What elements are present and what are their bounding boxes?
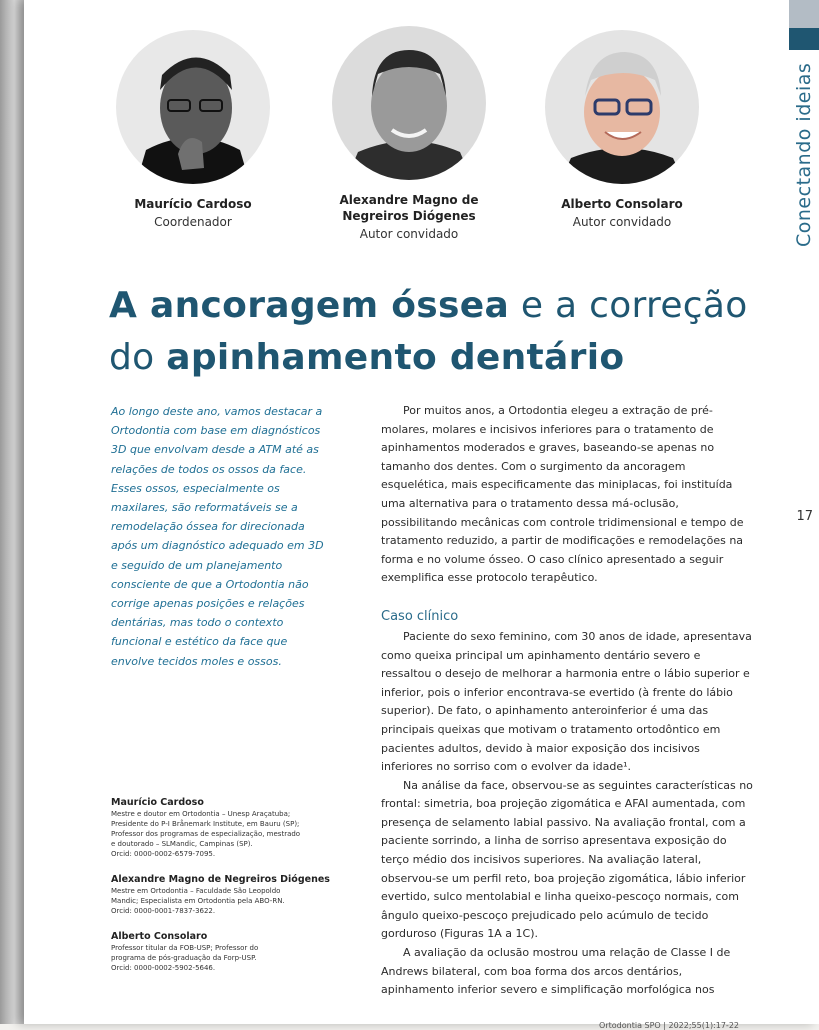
binding-spine bbox=[0, 0, 24, 1024]
bio-line: Orcid: 0000-0002-5902-5646. bbox=[111, 964, 216, 972]
avatar-alberto bbox=[545, 30, 699, 184]
bio-line: programa de pós-graduação da Forp-USP. bbox=[111, 954, 257, 962]
person-role: Coordenador bbox=[154, 215, 232, 229]
person-name: Alexandre Magno de Negreiros Diógenes bbox=[339, 193, 479, 223]
article-title bbox=[109, 280, 789, 384]
section-tab-light bbox=[789, 0, 819, 28]
magazine-page bbox=[24, 0, 819, 1030]
bio-name: Alberto Consolaro bbox=[111, 931, 208, 942]
bio-line: Professor titular da FOB-USP; Professor do bbox=[111, 944, 259, 952]
person-guest-2 bbox=[529, 30, 715, 230]
bio-line: Mandic; Especialista em Ortodontia pela ABO-RN. bbox=[111, 897, 285, 905]
bio-line: e doutorado – SLMandic, Campinas (SP). bbox=[111, 840, 253, 848]
article-body bbox=[381, 402, 753, 1000]
bio-alexandre bbox=[111, 873, 341, 916]
bio-alberto bbox=[111, 930, 341, 973]
person-name: Alberto Consolaro bbox=[561, 197, 683, 211]
title-text: do bbox=[109, 337, 167, 378]
body-paragraph: Por muitos anos, a Ortodontia elegeu a extração de pré-molares, molares e incisivos inferiores para o tratamento de apinhamentos moderados e graves, baseando-se apenas no tamanho dos dentes. Com o surgimento da ancoragem esquelética, mais especificamente das miniplacas, foi instituída uma alternativa para o tratamento dessa má-oclusão, possibilitando mecânicas com controle tridimensional e tempo de tratamento reduzido, a partir de modificações e remodelações na forma e no volume ósseo. O caso clínico apresentado a seguir exemplifica esse protocolo terapêutico. bbox=[381, 404, 744, 585]
author-bios bbox=[111, 796, 341, 987]
bio-line: Orcid: 0000-0001-7837-3622. bbox=[111, 907, 216, 915]
title-line-2 bbox=[109, 332, 789, 384]
person-role: Autor convidado bbox=[572, 215, 672, 229]
page-number: 17 bbox=[796, 509, 813, 524]
person-guest-1 bbox=[316, 26, 502, 242]
body-paragraph: A avaliação da oclusão mostrou uma relação de Classe I de Andrews bilateral, com boa forma dos arcos dentários, apinhamento inferior severo e simplificação morfológica nos bbox=[381, 946, 731, 997]
title-emphasis: apinhamento dentário bbox=[166, 337, 625, 378]
title-text: e a correção bbox=[509, 285, 748, 326]
section-label: Conectando ideias bbox=[793, 62, 815, 248]
title-emphasis: A ancoragem óssea bbox=[109, 285, 510, 326]
person-role: Autor convidado bbox=[359, 227, 459, 241]
section-heading: Caso clínico bbox=[381, 608, 459, 624]
bio-mauricio bbox=[111, 796, 341, 859]
title-line-1 bbox=[109, 280, 789, 332]
bio-line: Orcid: 0000-0002-6579-7095. bbox=[111, 850, 216, 858]
bio-name: Maurício Cardoso bbox=[111, 797, 204, 808]
person-name: Maurício Cardoso bbox=[134, 197, 252, 211]
bio-line: Mestre e doutor em Ortodontia – Unesp Araçatuba; bbox=[111, 810, 291, 818]
page-footer: Ortodontia SPO | 2022;55(1):17-22 bbox=[599, 1021, 739, 1030]
avatar-mauricio bbox=[116, 30, 270, 184]
bio-line: Presidente do P-I Brånemark Institute, em Bauru (SP); bbox=[111, 820, 300, 828]
bio-line: Mestre em Ortodontia – Faculdade São Leopoldo bbox=[111, 887, 281, 895]
avatar-alexandre bbox=[332, 26, 486, 180]
bio-line: Professor dos programas de especialização, mestrado bbox=[111, 830, 301, 838]
person-coordinator bbox=[100, 30, 286, 230]
body-paragraph: Paciente do sexo feminino, com 30 anos de idade, apresentava como queixa principal um apinhamento dentário severo e ressaltou o desejo de melhorar a harmonia entre o lábio superior e inferior, pois o inferior encontrava-se evertido (à frente do lábio superior). De fato, o apinhamento anteroinferior é uma das principais queixas que motivam o tratamento ortodôntico em pacientes adultos, devido à maior exposição dos incisivos inferiores no sorriso com o evolver da idade¹. bbox=[381, 629, 752, 774]
body-paragraph: Na análise da face, observou-se as seguintes características no frontal: simetria, boa projeção zigomática e AFAI aumentada, com presença de selamento labial passivo. Na avaliação frontal, com a paciente sorrindo, a linha de sorriso apresentava exposição do terço médio dos incisivos superiores. Na avaliação lateral, observou-se um perfil reto, boa projeção zigomática, lábio inferior evertido, sulco mentolabial e linha queixo-pescoço normais, com ângulo queixo-pescoço prejudicado pelo acúmulo de tecido gorduroso (Figuras 1A a 1C). bbox=[381, 778, 753, 941]
section-tab bbox=[789, 28, 819, 50]
intro-text: Ao longo deste ano, vamos destacar a Ortodontia com base em diagnósticos 3D que envolvam desde a ATM até as relações de todos os ossos da face. Esses ossos, especialmente os maxilares, são reformatáveis se a remodelação óssea for direcionada após um diagnóstico adequado em 3D e seguido de um planejamento consciente de que a Ortodontia não corrige apenas posições e relações dentárias, mas todo o contexto funcional e estético da face que envolve tecidos moles e ossos. bbox=[111, 405, 324, 668]
bio-name: Alexandre Magno de Negreiros Diógenes bbox=[111, 874, 330, 885]
